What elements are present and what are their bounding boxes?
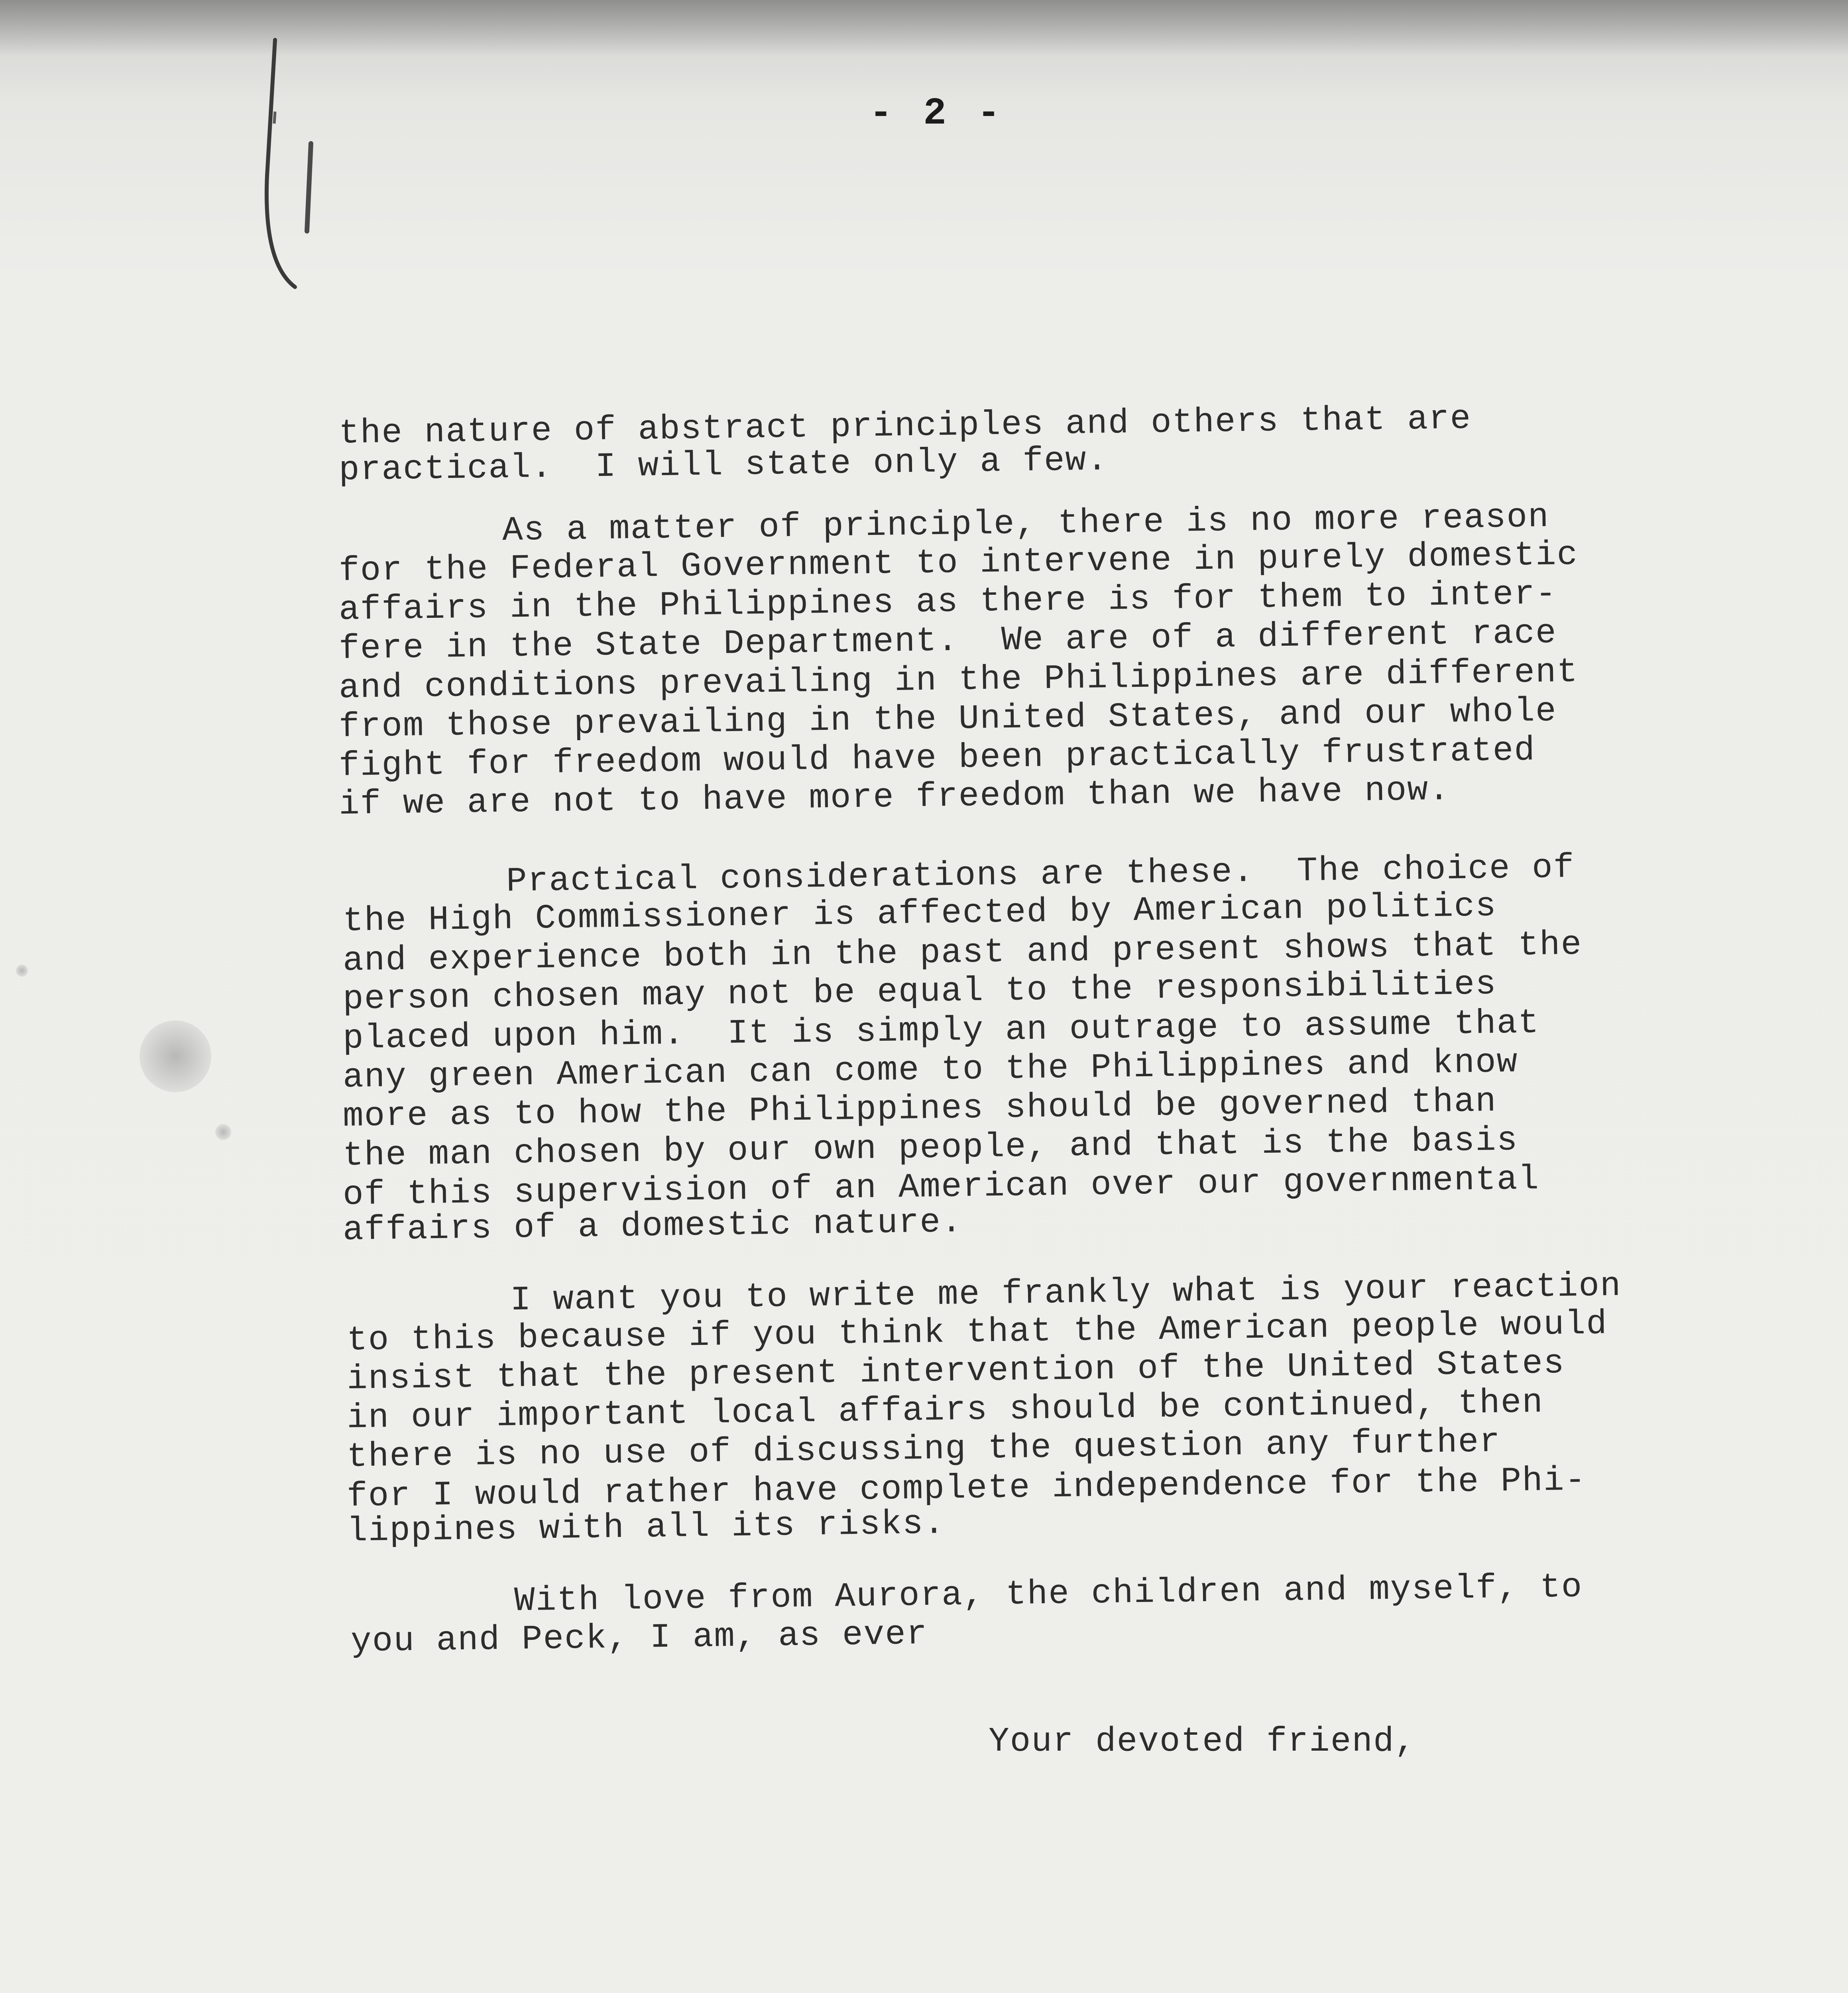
paragraph-5-line: you and Peck, I am, as ever: [350, 1614, 928, 1661]
paragraph-3-line: Practical considerations are these. The choice of: [506, 848, 1575, 901]
ink-smudge: [140, 1020, 211, 1092]
paragraph-3-line: and experience both in the past and present shows that the: [342, 925, 1583, 981]
paper-clip-mark: [251, 24, 339, 295]
paragraph-2-line: from those prevailing in the United States, and our whole: [338, 692, 1557, 747]
paragraph-5-line: With love from Aurora, the children and myself, to: [514, 1567, 1583, 1621]
paragraph-2-line: affairs in the Philippines as there is for them to inter-: [338, 574, 1557, 629]
paragraph-2-line: fere in the State Department. We are of a different race: [338, 613, 1557, 668]
paragraph-4-line: lippines with all its risks.: [346, 1504, 946, 1551]
paragraph-3-line: any green American can come to the Philippines and know: [342, 1042, 1518, 1097]
paragraph-3-line: person chosen may not be equal to the responsibilities: [342, 965, 1497, 1019]
paragraph-4-line: there is no use of discussing the question any further: [346, 1422, 1501, 1476]
paragraph-3-line: the High Commissioner is affected by American politics: [342, 886, 1497, 941]
paragraph-1-line: practical. I will state only a few.: [338, 440, 1109, 490]
paragraph-3-line: affairs of a domestic nature.: [342, 1202, 963, 1250]
paragraph-3-line: placed upon him. It is simply an outrage to assume that: [342, 1003, 1540, 1058]
paragraph-4-line: I want you to write me frankly what is your reaction: [510, 1266, 1622, 1320]
paragraph-2-line: As a matter of principle, there is no more reason: [502, 497, 1550, 550]
closing: Your devoted friend,: [989, 1722, 1416, 1761]
paragraph-4-line: to this because if you think that the American people would: [346, 1304, 1608, 1360]
paragraph-2-line: and conditions prevailing in the Philippines are different: [338, 652, 1579, 708]
paragraph-4-line: in our important local affairs should be continued, then: [346, 1383, 1544, 1438]
ink-speck: [215, 1124, 231, 1140]
paragraph-1-line: the nature of abstract principles and others that are: [338, 399, 1472, 453]
paragraph-3-line: the man chosen by our own people, and that is the basis: [342, 1120, 1518, 1175]
paragraph-2-line: for the Federal Government to intervene in purely domestic: [338, 535, 1579, 591]
paragraph-2-line: if we are not to have more freedom than we have now.: [338, 770, 1451, 824]
paragraph-4-line: insist that the present intervention of the United States: [346, 1344, 1565, 1399]
ink-speck: [16, 965, 28, 977]
paragraph-4-line: for I would rather have complete independence for the Phi-: [346, 1460, 1587, 1516]
paragraph-2-line: fight for freedom would have been practically frustrated: [338, 731, 1536, 786]
page-number: - 2 -: [869, 92, 1005, 135]
paragraph-3-line: more as to how the Philippines should be governed than: [342, 1082, 1497, 1136]
paragraph-3-line: of this supervision of an American over our governmental: [342, 1160, 1540, 1215]
